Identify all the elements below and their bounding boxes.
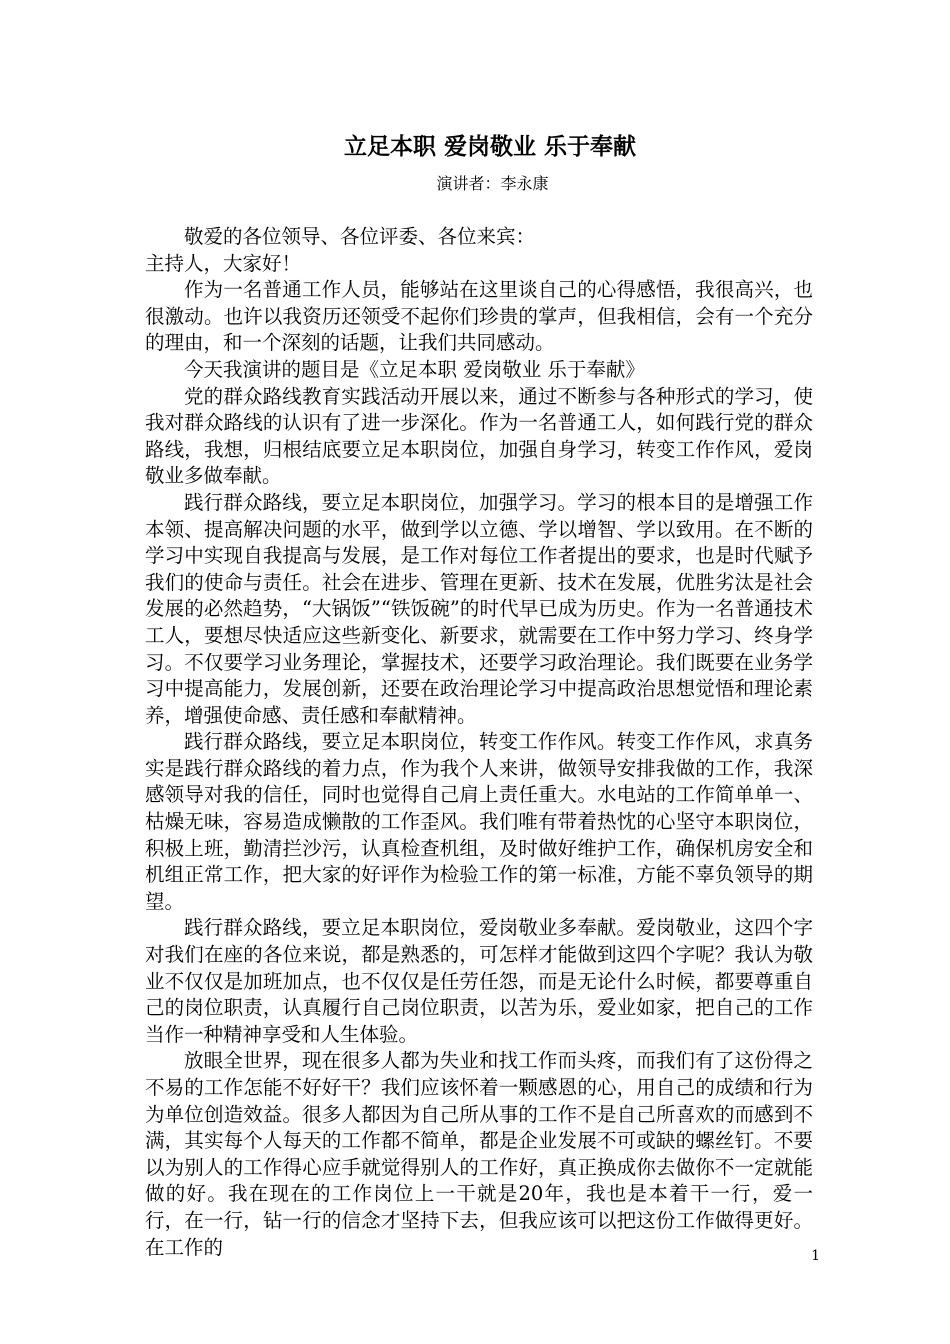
speaker-line: 演讲者：李永康 xyxy=(436,174,549,193)
document-title: 立足本职 爱岗敬业 乐于奉献 xyxy=(343,133,636,160)
body-paragraph: 今天我演讲的题目是《立足本职 爱岗敬业 乐于奉献》 xyxy=(184,357,645,381)
body-paragraph: 作为一名普通工作人员，能够站在这里谈自己的心得感悟，我很高兴，也很激动。也许以我资历还领受不起你们珍贵的掌声，但我相信，会有一个充分的理由，和一个深刻的话题，让我们共同感动。 xyxy=(145,278,813,355)
salutation-paragraph: 敬爱的各位领导、各位评委、各位来宾： xyxy=(184,225,536,248)
body-paragraph: 放眼全世界，现在很多人都为失业和找工作而头疼，而我们有了这份得之不易的工作怎能不好好干？我们应该怀着一颗感恩的心，用自己的成绩和行为为单位创造效益。很多人都因为自己所从事的工作不是自己所喜欢的而感到不满，其实每个人每天的工作都不简单，都是企业发展不可或缺的螺丝钉。不要以为别人的工作得心应手就觉得别人的工作好，真正换成你去做你不一定就能做的好。我在现在的工作岗位上一干就是20年，我也是本着干一行，爱一行，在一行，钻一行的信念才坚持下去，但我应该可以把这份工作做得更好。在工作的 xyxy=(145,1049,813,1259)
greeting-paragraph: 主持人，大家好！ xyxy=(145,251,302,275)
speech-body xyxy=(145,224,813,1261)
page-number: 1 xyxy=(811,1248,820,1264)
body-paragraph: 践行群众路线，要立足本职岗位，转变工作作风。转变工作作风，求真务实是践行群众路线的着力点，作为我个人来讲，做领导安排我做的工作，我深感领导对我的信任，同时也觉得自己肩上责任重大。水电站的工作简单单一、枯燥无味，容易造成懒散的工作歪风。我们唯有带着热忱的心坚守本职岗位，积极上班，勤清拦沙污，认真检查机组，及时做好维护工作，确保机房安全和机组正常工作，把大家的好评作为检验工作的第一标准，方能不辜负领导的期望。 xyxy=(145,730,813,913)
body-paragraph: 践行群众路线，要立足本职岗位，加强学习。学习的根本目的是增强工作本领、提高解决问题的水平，做到学以立德、学以增智、学以致用。在不断的学习中实现自我提高与发展，是工作对每位工作者提出的要求，也是时代赋予我们的使命与责任。社会在进步、管理在更新、技术在发展，优胜劣汰是社会发展的必然趋势，“大锅饭”“铁饭碗”的时代早已成为历史。作为一名普通技术工人，要想尽快适应这些新变化、新要求，就需要在工作中努力学习、终身学习。不仅要学习业务理论，掌握技术，还要学习政治理论。我们既要在业务学习中提高能力，发展创新，还要在政治理论学习中提高政治思想觉悟和理论素养，增强使命感、责任感和奉献精神。 xyxy=(145,490,813,727)
body-paragraph: 党的群众路线教育实践活动开展以来，通过不断参与各种形式的学习，使我对群众路线的认识有了进一步深化。作为一名普通工人，如何践行党的群众路线，我想，归根结底要立足本职岗位，加强自身学习，转变工作作风，爱岗敬业多做奉献。 xyxy=(145,384,813,488)
body-paragraph: 践行群众路线，要立足本职岗位，爱岗敬业多奉献。爱岗敬业，这四个字对我们在座的各位来说，都是熟悉的，可怎样才能做到这四个字呢？我认为敬业不仅仅是加班加点，也不仅仅是任劳任怨，而是无论什么时候，都要尊重自己的岗位职责，认真履行自己岗位职责，以苦为乐，爱业如家，把自己的工作当作一种精神享受和人生体验。 xyxy=(145,916,813,1046)
